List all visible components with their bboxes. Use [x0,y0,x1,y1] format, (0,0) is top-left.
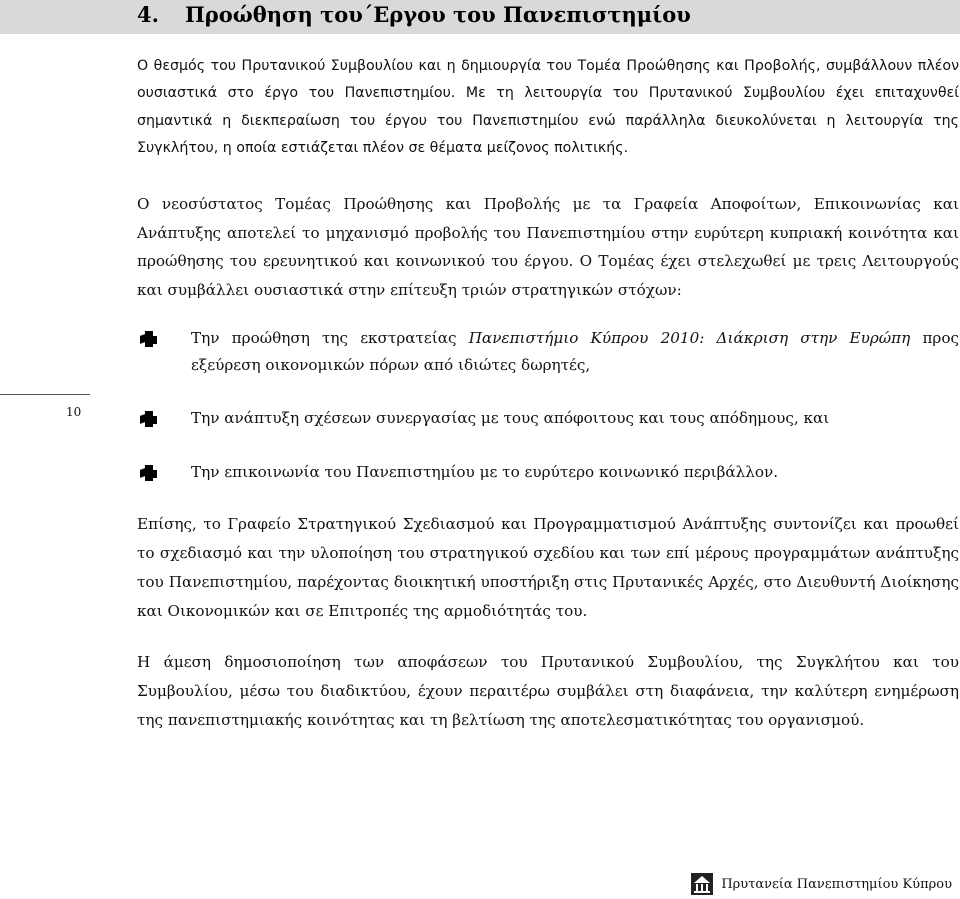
paragraph-transparency: Η άμεση δημοσιοποίηση των αποφάσεων του Πρυτανικού Συμβουλίου, της Συγκλήτου και του Συμβουλίου, μέσω του διαδικτύου, έχουν περαιτέρω συμβάλει στη διαφάνεια, την καλύτερη ενημέρωση της πανεπιστημιακής κοινότητας και τη βελτίωση της αποτελεσματικότητας του οργανισμού. [137,653,959,729]
goal-2-text: Την ανάπτυξη σχέσεων συνεργασίας με τους απόφοιτους και τους απόδημους, και [191,409,830,427]
goal-1-campaign-name: Πανεπιστήμιο Κύπρου 2010: Διάκριση στην Ευρώπη [468,329,911,347]
goal-3-text: Την επικοινωνία του Πανεπιστημίου με το ευρύτερο κοινωνικό περιβάλλον. [191,463,779,481]
paragraph-rector-council: Ο θεσμός του Πρυτανικού Συμβουλίου και η δημιουργία του Τομέα Προώθησης και Προβολής, συμβάλλουν πλέον ουσιαστικά στο έργο του Πανεπιστημίου. Με τη λειτουργία του Πρυτανικού Συμβουλίου έχει επιταχυνθεί σημαντικά η διεκπεραίωση του έργου του Πανεπιστημίου ενώ παράλληλα διευκολύνεται η λειτουργία της Συγκλήτου, η οποία εστιάζεται πλέον σε θέματα μείζονος πολιτικής. [137,58,959,156]
page-number: 10 [66,405,82,419]
list-item [137,325,959,379]
footer [691,873,952,895]
list-item [137,459,959,486]
section-number: 4. [137,2,159,27]
paragraph-strategic-planning: Επίσης, το Γραφείο Στρατηγικού Σχεδιασμού και Προγραμματισμού Ανάπτυξης συντονίζει και προωθεί το σχεδιασμό και την υλοποίηση του στρατηγικού σχεδίου και των επί μέρους προγραμμάτων ανάπτυξης του Πανεπιστημίου, παρέχοντας διοικητική υποστήριξη στις Πρυτανικές Αρχές, στο Διευθυντή Διοίκησης και Οικονομικών και σε Επιτροπές της αρμοδιότητάς του. [137,515,959,620]
paragraph-promotion-sector: Ο νεοσύστατος Τομέας Προώθησης και Προβολής με τα Γραφεία Αποφοίτων, Επικοινωνίας και Ανάπτυξης αποτελεί το μηχανισμό προβολής του Πανεπιστημίου στην ευρύτερη κυπριακή κοινότητα και προώθησης του ερευνητικού και κοινωνικού του έργου. Ο Τομέας έχει στελεχωθεί με τρεις Λειτουργούς και συμβάλλει ουσιαστικά στην επίτευξη τριών στρατηγικών στόχων: [137,195,959,299]
page-number-rule [0,394,90,395]
section-heading [137,2,691,27]
goal-1-text-end: προς εξεύρεση οικονομικών πόρων από ιδιώτες δωρητές, [191,329,960,374]
diamond-bullet-icon [137,408,159,430]
university-logo-icon [691,873,713,895]
diamond-bullet-icon [137,328,159,350]
list-item [137,405,959,432]
footer-text: Πρυτανεία Πανεπιστημίου Κύπρου [721,876,952,892]
section-title: Προώθηση του΄Εργου του Πανεπιστημίου [184,2,691,27]
diamond-bullet-icon [137,462,159,484]
goal-1-text: Την προώθηση της εκστρατείας [191,329,469,347]
